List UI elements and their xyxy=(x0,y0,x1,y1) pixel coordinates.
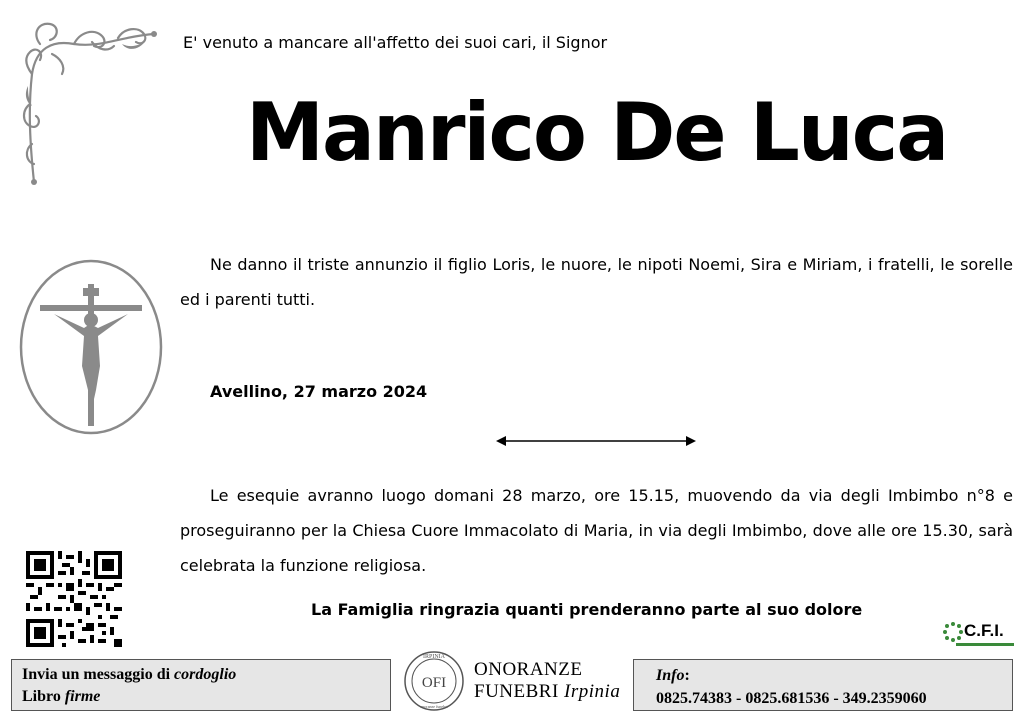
brand-line2-prefix: FUNEBRI xyxy=(474,681,565,702)
logo-ring-text: IRPINIA xyxy=(423,654,445,660)
condolence-italic: cordoglio xyxy=(174,666,237,683)
intro-text: E' venuto a mancare all'affetto dei suoi cari, il Signor xyxy=(183,33,608,52)
info-label: Info xyxy=(656,667,685,684)
funeral-home-name xyxy=(474,659,620,703)
condolence-link[interactable] xyxy=(22,664,390,686)
place-date: Avellino, 27 marzo 2024 xyxy=(210,382,428,401)
cfi-logo-text: C.F.I. xyxy=(964,621,1004,640)
qr-code-icon[interactable] xyxy=(26,551,122,647)
brand-line2-italic: Irpinia xyxy=(564,681,621,702)
info-box xyxy=(633,659,1013,711)
funeral-home-logo-icon xyxy=(403,650,465,712)
cfi-dots-icon xyxy=(942,621,964,643)
announcement-text: Ne danno il triste annunzio il figlio Loris, le nuore, le nipoti Noemi, Sira e Miriam, i fratelli, le sorelle ed i parenti tutti. xyxy=(180,255,1013,309)
condolence-prefix: Invia un messaggio di xyxy=(22,666,175,683)
logo-bottom-text: onoranze funebri xyxy=(420,704,448,709)
corner-ornament-icon xyxy=(22,14,162,186)
crucifix-icon xyxy=(18,258,164,436)
logo-monogram: OFI xyxy=(421,675,447,691)
guestbook-prefix: Libro xyxy=(22,688,65,705)
announcement-paragraph xyxy=(180,247,1013,317)
funeral-text: Le esequie avranno luogo domani 28 marzo, ore 15.15, muovendo da via degli Imbimbo n°8 e proseguiranno per la Chiesa Cuore Immacolato di Maria, in via degli Imbimbo, dove alle ore 15.30, sarà celebrata la funzione religiosa. xyxy=(180,486,1013,575)
double-arrow-divider-icon xyxy=(496,434,696,448)
info-phones[interactable]: 0825.74383 - 0825.681536 - 349.2359060 xyxy=(656,690,927,707)
family-thanks: La Famiglia ringrazia quanti prenderanno parte al suo dolore xyxy=(311,600,863,619)
funeral-paragraph xyxy=(180,478,1013,583)
guestbook-link[interactable] xyxy=(22,686,390,708)
cfi-logo-icon xyxy=(942,619,1014,653)
deceased-name: Manrico De Luca xyxy=(246,86,948,179)
info-colon: : xyxy=(684,667,690,684)
cfi-underline xyxy=(956,643,1014,646)
brand-line2 xyxy=(474,681,620,703)
brand-line1: ONORANZE xyxy=(474,659,583,680)
condolence-box[interactable] xyxy=(11,659,391,711)
info-label-line xyxy=(656,665,1012,687)
guestbook-italic: firme xyxy=(64,688,101,705)
